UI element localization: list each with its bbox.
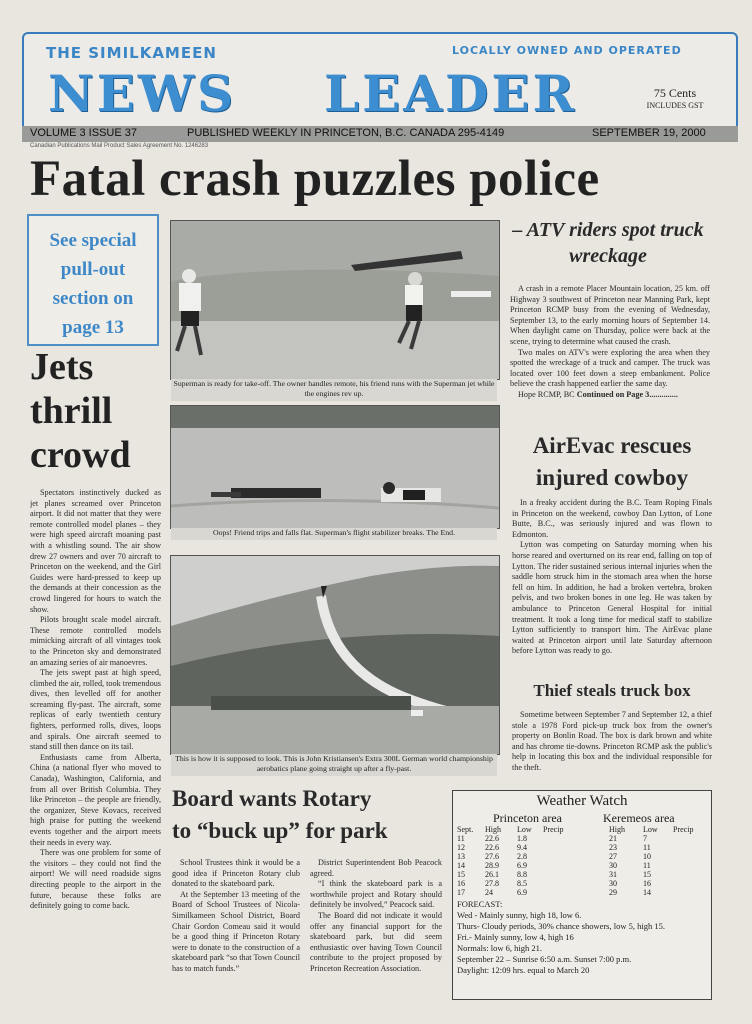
jets-paragraph: Spectators instinctively ducked as jet planes screamed over Princeton airport. It did not matter that they were remote controlled model planes – they were high speed aircraft moaning past with a whistling sound. The air show drew 27 owners and over 70 aircraft to Princeton on the weekend, and the Girl Guides were hard-pressed to keep up the demands at their concession as the crowd lingered for hours to watch the show. — [30, 488, 161, 614]
airevac-paragraph: Lytton was competing on Saturday morning when his horse reared and overturned on its rear end, falling on top of Lytton. The rider sustained serious internal injuries when the saddle horn struck him in the stomach area when the horse fell on him. In addition, he had a broken vertebra, broken pelvis, and two broken bones in one leg. He was taken by ambulance to Princeton General Hospital for initial treatment. It took a long time for medical staff to stabilize Lytton sufficiently to transport him. The AirEvac plane waited at Princeton airport until late Saturday afternoon before Lytton was ready to go. — [512, 540, 712, 656]
weather-cell: 7 — [643, 834, 647, 843]
weather-cell: 23 — [609, 843, 617, 852]
main-headline: Fatal crash puzzles police — [30, 151, 600, 207]
crash-paragraph: A crash in a remote Placer Mountain location, 25 km. off Highway 3 southwest of Princeton near Manning Park, kept Princeton RCMP busy from the evening of Wednesday, September 13, to the early morning hours of September 14. When daylight came on Thursday, police were back at the scene, trying to determine what caused the crash. — [510, 284, 710, 346]
published-line: PUBLISHED WEEKLY IN PRINCETON, B.C. CANADA 295-4149 — [187, 127, 505, 139]
photo-takeoff — [170, 220, 500, 380]
aerobatics-photo-image — [171, 556, 499, 754]
weather-box — [452, 790, 712, 1000]
forecast-line: Daylight: 12:09 hrs. equal to March 20 — [457, 965, 590, 975]
weather-cell — [671, 843, 705, 852]
weather-cell: 22.6 — [485, 843, 499, 852]
crash-credit-text: Hope RCMP, BC — [518, 389, 575, 399]
forecast-line: September 22 – Sunrise 6:50 a.m. Sunset 7:00 p.m. — [457, 954, 632, 964]
masthead — [22, 32, 738, 140]
weather-cell — [541, 843, 607, 852]
airevac-headline: AirEvac rescues injured cowboy — [532, 433, 692, 490]
weather-cell — [541, 861, 607, 870]
thief-paragraph: Sometime between September 7 and September 12, a thief stole a 1978 Ford pick-up truck box from the owner's property on Bonlin Road. The box is dark brown and white and has chrome tie-downs. Princeton RCMP ask the public's help in locating this box and the individual responsible for the theft. — [512, 710, 712, 772]
weather-header-cell: Low — [643, 825, 658, 834]
issue-strip — [22, 126, 738, 142]
weather-cell — [541, 870, 607, 879]
weather-cell: 6.9 — [517, 888, 527, 897]
weather-cell — [671, 879, 705, 888]
weather-cell: 13 — [457, 852, 465, 861]
weather-cell: 11 — [643, 861, 651, 870]
promo-box — [27, 214, 159, 346]
weather-cell: 14 — [457, 861, 465, 870]
forecast-line: Fri.- Mainly sunny, low 4, high 16 — [457, 932, 574, 942]
rotary-headline-line1: Board wants Rotary — [172, 786, 372, 811]
forecast-label: FORECAST: — [457, 899, 503, 909]
promo-text: See special pull-out section on page 13 — [49, 230, 137, 338]
weather-cell: 16 — [457, 879, 465, 888]
weather-area-keremeos: Keremeos area — [603, 811, 675, 825]
weather-cell: 10 — [643, 852, 651, 861]
volume-issue: VOLUME 3 ISSUE 37 — [30, 127, 137, 139]
rotary-headline-line2: to “buck up” for park — [172, 818, 388, 843]
weather-cell — [671, 870, 705, 879]
forecast-line: Thurs- Cloudy periods, 30% chance showers, low 5, high 15. — [457, 921, 665, 931]
masthead-word-leader: LEADER — [324, 64, 578, 123]
jets-paragraph: Enthusiasts came from Alberta, China (a national flyer who moved to Canada), Washington, California, and from all over British Columbia. They like Princeton – the people are friendly, the organizer, Steve Kovacs, received high praise for putting the weekend events together and the airport meets their needs in every way. — [30, 752, 161, 847]
weather-cell: 11 — [643, 843, 651, 852]
weather-cell — [671, 861, 705, 870]
weather-header-cell: Sept. — [457, 825, 474, 834]
rotary-paragraph: District Superintendent Bob Peacock agreed. — [310, 858, 442, 878]
weather-row — [455, 843, 705, 852]
weather-cell — [541, 888, 607, 897]
mail-agreement: Canadian Publications Mail Product Sales Agreement No. 1246283 — [30, 143, 209, 149]
fall-photo-image — [171, 406, 499, 528]
weather-cell: 15 — [643, 870, 651, 879]
weather-header-cell: High — [485, 825, 501, 834]
weather-cell: 27 — [609, 852, 617, 861]
weather-cell: 12 — [457, 843, 465, 852]
weather-header-row — [455, 825, 705, 834]
weather-cell: 27.8 — [485, 879, 499, 888]
photo-aerobatics — [170, 555, 500, 755]
jets-article — [30, 488, 161, 1000]
weather-header-cell: Precip — [543, 825, 564, 834]
rotary-article-col1 — [172, 858, 300, 975]
weather-cell — [541, 834, 607, 843]
weather-row — [455, 852, 705, 861]
weather-cell: 1.8 — [517, 834, 527, 843]
weather-forecast — [457, 899, 665, 976]
crash-article — [510, 284, 710, 401]
jets-headline: Jets thrill crowd — [30, 346, 131, 476]
issue-date: SEPTEMBER 19, 2000 — [592, 127, 706, 139]
thief-article — [512, 710, 712, 774]
weather-header-cell: Low — [517, 825, 532, 834]
weather-header-cell: High — [609, 825, 625, 834]
weather-cell: 8.8 — [517, 870, 527, 879]
crash-continued-link[interactable]: Continued on Page 3.............. — [576, 389, 678, 399]
weather-cell: 2.8 — [517, 852, 527, 861]
weather-cell: 9.4 — [517, 843, 527, 852]
weather-cell: 29 — [609, 888, 617, 897]
weather-cell: 14 — [643, 888, 651, 897]
masthead-word-news: NEWS — [48, 64, 237, 123]
weather-row — [455, 879, 705, 888]
airevac-paragraph: In a freaky accident during the B.C. Team Roping Finals in Princeton on the weekend, cowboy Dan Lytton, of Lone Butte, B.C., was seriously injured and was flown to Edmonton. — [512, 498, 712, 539]
rotary-paragraph: The Board did not indicate it would offer any financial support for the skateboard park, but did seem enthusiastic over having Town Council contribute to the project proposed by Princeton Recreation Association. — [310, 910, 442, 973]
weather-cell: 8.5 — [517, 879, 527, 888]
weather-cell: 27.6 — [485, 852, 499, 861]
masthead-tagline: LOCALLY OWNED AND OPERATED — [452, 44, 682, 57]
crash-subhead: – ATV riders spot truck wreckage — [512, 219, 704, 267]
jets-paragraph: There was one problem for some of the visitors – they could not find the airport! We will need roadside signs directing people to the airport in the future, because these folks are definitely going to come back. — [30, 848, 161, 911]
weather-cell — [541, 879, 607, 888]
caption-takeoff: Superman is ready for take-off. The owner handles remote, his friend runs with the Superman jet while the engines rev up. — [171, 379, 497, 401]
forecast-line: Wed - Mainly sunny, high 18, low 6. — [457, 910, 582, 920]
weather-header-cell: Precip — [673, 825, 694, 834]
rotary-paragraph: “I think the skateboard park is a worthwhile project and Rotary should definitely be involved,” Peacock said. — [310, 879, 442, 910]
weather-cell: 16 — [643, 879, 651, 888]
jets-paragraph: The jets swept past at high speed, climbed the air, rolled, took tremendous dives, then levelled off for another screaming fly-past. The aircraft, some replicas of early twentieth century fighters, performed rolls, dives, loops and spirals. One aircraft seemed to stand still then dance on its tail. — [30, 668, 161, 752]
weather-row — [455, 888, 705, 897]
masthead-line1: THE SIMILKAMEEN — [46, 44, 217, 62]
crash-credit — [510, 390, 710, 401]
weather-row — [455, 861, 705, 870]
price-gst: INCLUDES GST — [646, 101, 704, 110]
weather-row — [455, 870, 705, 879]
rotary-paragraph: School Trustees think it would be a good idea if Princeton Rotary club donated to the skateboard park. — [172, 858, 300, 889]
thief-headline: Thief steals truck box — [533, 681, 691, 700]
weather-cell: 17 — [457, 888, 465, 897]
caption-aerobatics: This is how it is supposed to look. This is John Kristiansen's Extra 300L German world championship aerobatics plane going straight up after a fly-past. — [171, 754, 497, 776]
weather-cell: 28.9 — [485, 861, 499, 870]
weather-cell: 30 — [609, 879, 617, 888]
weather-cell — [541, 852, 607, 861]
weather-title: Weather Watch — [536, 793, 628, 809]
weather-cell — [671, 834, 705, 843]
weather-table — [455, 825, 705, 897]
weather-cell: 11 — [457, 834, 465, 843]
weather-cell: 15 — [457, 870, 465, 879]
caption-fall: Oops! Friend trips and falls flat. Superman's flight stabilizer breaks. The End. — [171, 528, 497, 540]
crash-paragraph: Two males on ATV's were exploring the area when they spotted the wreckage of a truck and camper. The truck was located over 100 feet down a steep embankment. Police believe the crash happened earlier the same day. — [510, 347, 710, 389]
weather-cell: 24 — [485, 888, 493, 897]
jets-paragraph: Pilots brought scale model aircraft. These remote controlled models mimicking aircraft of all vintages took to the Princeton sky and demonstrated an amazing series of air manoevres. — [30, 615, 161, 667]
weather-row — [455, 834, 705, 843]
weather-cell: 31 — [609, 870, 617, 879]
weather-cell: 6.9 — [517, 861, 527, 870]
rotary-article-col2 — [310, 858, 442, 975]
weather-cell — [671, 852, 705, 861]
weather-cell: 26.1 — [485, 870, 499, 879]
weather-cell: 22.6 — [485, 834, 499, 843]
takeoff-photo-image — [171, 221, 499, 379]
price — [630, 86, 720, 110]
rotary-paragraph: At the September 13 meeting of the Board of School Trustees of Nicola-Similkameen School District, Board Chair Gordon Comeau said it would be a good thing if Princeton Rotary were to donate to the construction of a skateboard park “so that Town Council has to match funds.” — [172, 889, 300, 973]
forecast-line: Normals: low 6, high 21. — [457, 943, 542, 953]
photo-fall — [170, 405, 500, 529]
weather-cell — [671, 888, 705, 897]
weather-cell: 30 — [609, 861, 617, 870]
weather-area-princeton: Princeton area — [493, 811, 562, 825]
airevac-article — [512, 498, 712, 657]
weather-cell: 21 — [609, 834, 617, 843]
price-value: 75 Cents — [653, 86, 697, 100]
